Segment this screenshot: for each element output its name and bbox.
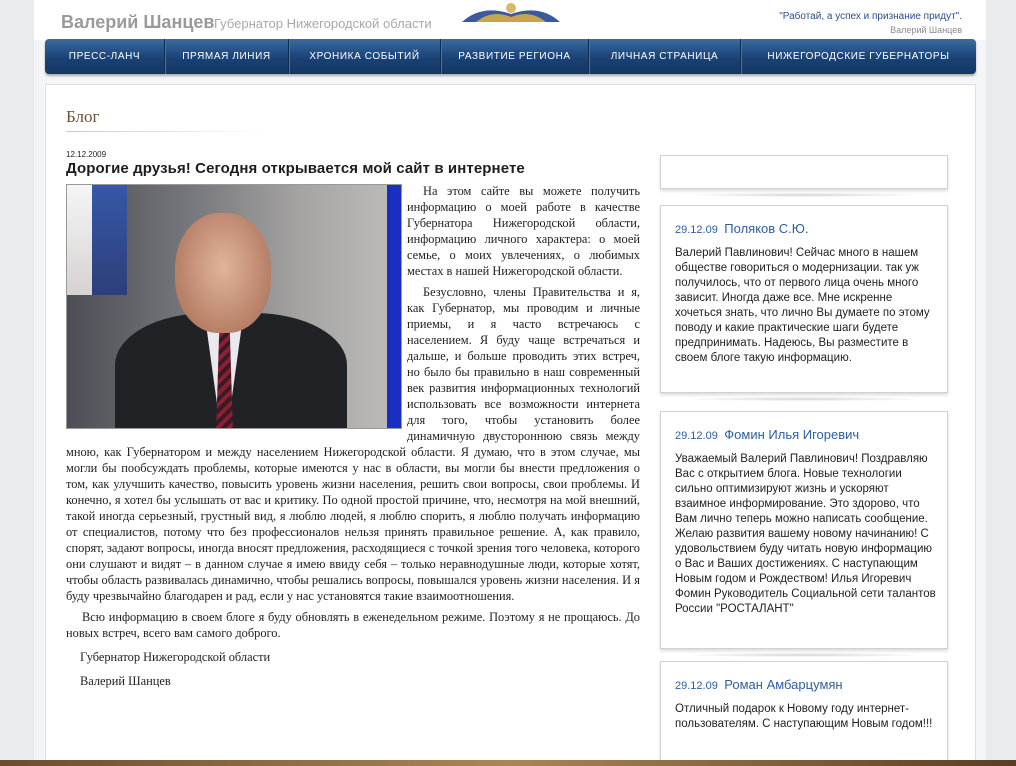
title-divider [66,131,266,132]
nav-item-chronicle[interactable] [289,39,441,74]
nav-item-label: ХРОНИКА СОБЫТИЙ [309,51,420,62]
main-navigation [45,39,976,74]
comment-card [660,661,948,765]
flag-stripe [92,185,127,295]
comment-text: Уважаемый Валерий Павлинович! Поздравляю Вас с открытием блога. Новые технологии сильно оптимизируют жизнь и ускоряют взаимное информирование. Это здорово, что Вам лично теперь можно написать сообщение. Желаю развития вашему новому начинанию! С удовольствием буду читать новую информацию о Вас и Ваших достижениях. С наступающим Новым годом и Рождеством! Илья Игоревич Фомин Руководитель Социальной сети талантов России "РОСТАЛАНТ" [675,453,936,615]
nav-item-personal-page[interactable] [589,39,741,74]
page [34,0,986,766]
post-signature-title: Губернатор Нижегородской области [80,650,271,664]
section-title: Блог [66,107,100,126]
comment-header [675,220,809,238]
site-header [34,0,986,40]
regional-emblem-icon [462,0,560,22]
nav-item-press-lunch[interactable] [45,39,165,74]
post-paragraph: На этом сайте вы можете получить информацию о моей работе в качестве Губернатора Нижегородской области, информацию личного характера: о моей семье, о моих увлечениях, о любимых местах в нашей Нижегородской области. [407,184,640,278]
nav-item-label: РАЗВИТИЕ РЕГИОНА [458,51,571,62]
sidebar-empty-widget [660,155,948,189]
post-paragraph: Безусловно, члены Правительства и я, как Губернатор, мы проводим и личные приемы, и я часто встречаюсь с населением. Я буду чаще встречаться и дальше, и больше проводить этих встреч, но было бы правильно в наш современный век развития информационных технологий использовать все возможности интернета для того, чтобы установить более динамичную двустороннюю связь между мною, как Губернатором и между населением Нижегородской области. Я думаю, что в этом случае, мы могли бы пообсуждать проблемы, которые имеются у нас в области, вы могли бы внести предложения о том, как улучшить качество, повысить уровень жизни населения, решить свои вопросы, свои проблемы. И конечно, я хотел бы услышать от вас и критику. По одной простой причине, что, несмотря на мой внешний, такой иногда серьезный, грустный вид, я люблю людей, я люблю спорить, я люблю получать информацию от специалистов, потому что без профессионалов нельзя принять правильное решение. А, как правило, спорят, задают вопросы, иногда вносят предложения, расходящиеся с точкой зрения того человека, которого они слушают и видят – в данном случае я имею ввиду себя – только неравнодушные люди, которые хотят, чтобы область развивалась динамично, чтобы решались вопросы, повышался уровень жизни населения. И я буду чрезвычайно благодарен и рад, если у нас установятся такие взаимоотношения. [66,285,640,603]
bottom-decorative-strip [0,760,1016,766]
governor-video-still[interactable] [66,184,402,429]
nav-item-label: ПРЕСС-ЛАНЧ [68,51,141,62]
site-subtitle: Губернатор Нижегородской области [214,16,432,31]
nav-item-region-development[interactable] [441,39,589,74]
comment-card [660,411,948,649]
comment-author[interactable]: Роман Амбарцумян [724,677,843,692]
comment-card [660,205,948,393]
nav-item-label: ПРЯМАЯ ЛИНИЯ [182,51,271,62]
comment-date: 29.12.09 [675,224,718,236]
post-paragraph: Всю информацию в своем блоге я буду обновлять в еженедельном режиме. Поэтому я не прощаюсь. До новых встреч, всего вам самого доброго. [66,610,640,640]
comment-author[interactable]: Фомин Илья Игоревич [724,427,860,442]
post-body [66,183,640,694]
post-date: 12.12.2009 [66,150,107,159]
header-quote-author: Валерий Шанцев [890,25,962,35]
comment-date: 29.12.09 [675,430,718,442]
header-quote: "Работай, а успех и признание придут". [779,11,962,22]
flag-background [67,185,127,295]
comment-author[interactable]: Поляков С.Ю. [724,221,809,236]
comment-text: Валерий Павлинович! Сейчас много в нашем обществе говориться о модернизации. так уж получилось, что от первого лица очень много зависит. Иногда даже все. Мне искренне хочеться знать, что лично Вы думаете по этому поводу и какие практические шаги будете предпринимать. Надеюсь, Вы разместите в своем блоге такую информацию. [675,247,930,364]
comment-date: 29.12.09 [675,680,718,692]
site-name[interactable]: Валерий Шанцев [61,12,215,32]
nav-item-label: НИЖЕГОРОДСКИЕ ГУБЕРНАТОРЫ [767,51,950,62]
nav-item-label: ЛИЧНАЯ СТРАНИЦА [610,51,719,62]
comment-text: Отличный подарок к Новому году интернет-пользователям. С наступающим Новым годом!!! [675,703,933,730]
post-title[interactable]: Дорогие друзья! Сегодня открывается мой сайт в интернете [66,160,525,177]
video-edge [387,185,401,429]
nav-item-governors[interactable] [741,39,976,74]
post-signature-name: Валерий Шанцев [80,674,171,688]
nav-item-direct-line[interactable] [165,39,289,74]
comment-header [675,426,859,444]
content-panel [45,84,976,766]
comment-header [675,676,843,694]
photo-head [175,213,271,333]
